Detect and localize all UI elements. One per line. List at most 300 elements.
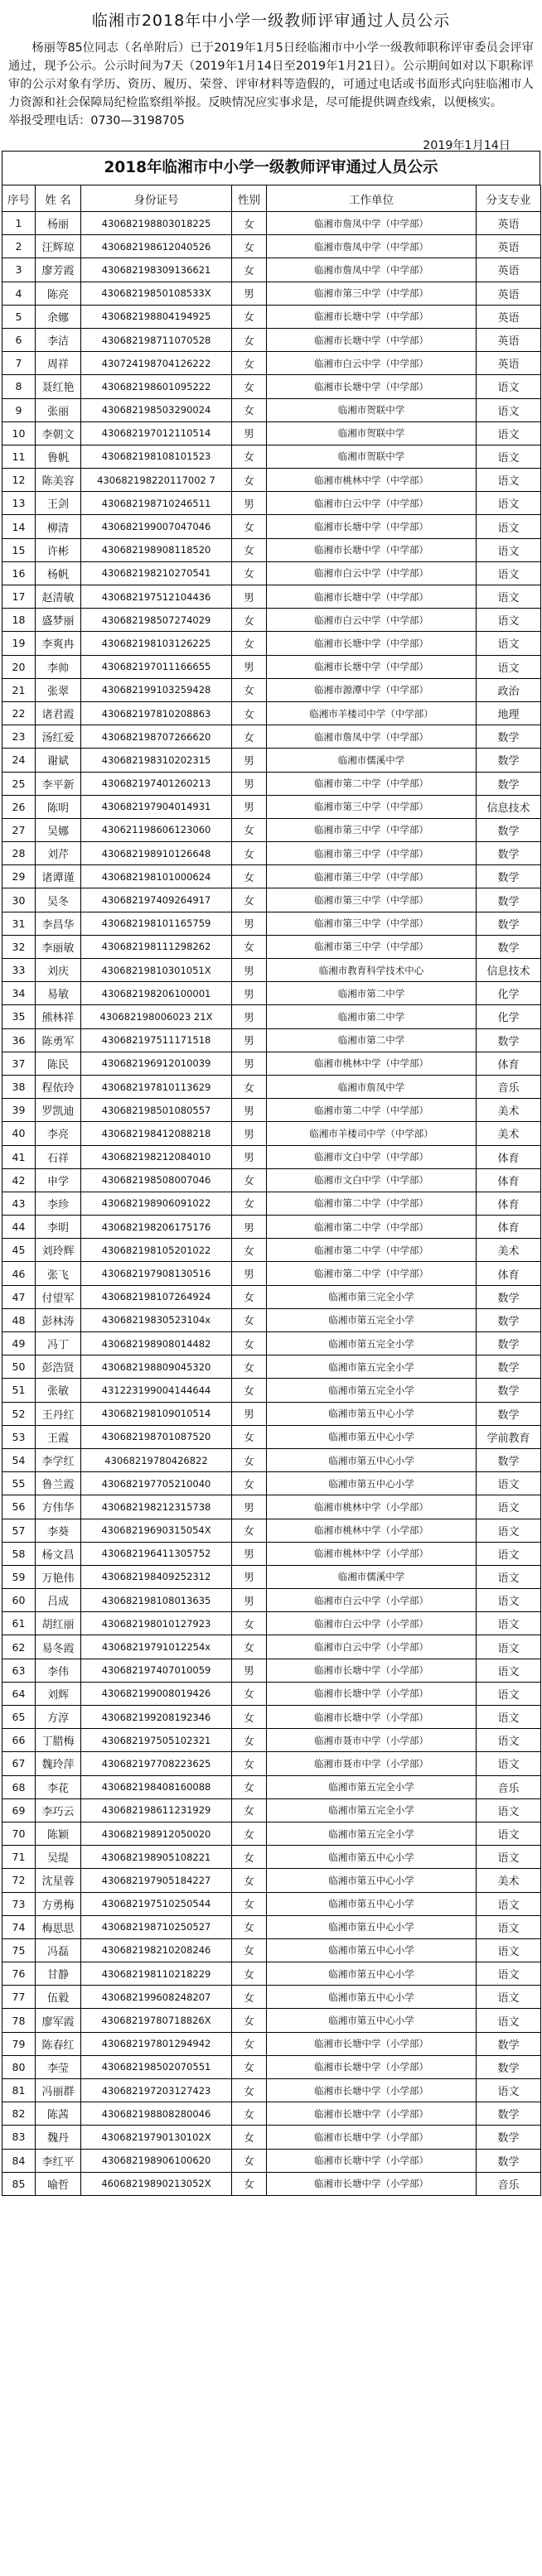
row-index: 38 (2, 1075, 36, 1098)
subject: 语文 (477, 1682, 541, 1705)
notice-date: 2019年1月14日 (423, 139, 511, 152)
subject: 语文 (477, 1706, 541, 1729)
teacher-name: 程依玲 (36, 1075, 81, 1098)
table-row (2, 1448, 541, 1471)
gender: 女 (232, 701, 267, 725)
gender: 女 (232, 235, 267, 258)
id-number: 430682197705210040 (81, 1472, 232, 1495)
teacher-name: 诸谭谨 (36, 865, 81, 888)
gender: 女 (232, 2149, 267, 2172)
teacher-name: 方勇梅 (36, 1892, 81, 1915)
gender: 女 (232, 1612, 267, 1635)
work-unit: 临湘市第五中心小学 (267, 1448, 477, 1471)
teacher-name: 方伟华 (36, 1495, 81, 1519)
row-index: 5 (2, 305, 36, 328)
work-unit: 临湘市教育科学技术中心 (267, 959, 477, 982)
teacher-name: 胡红丽 (36, 1612, 81, 1635)
subject: 数学 (477, 2055, 541, 2078)
gender: 男 (232, 1565, 267, 1588)
table-row (2, 235, 541, 258)
row-index: 37 (2, 1052, 36, 1075)
gender: 女 (232, 2009, 267, 2032)
table-row (2, 1308, 541, 1331)
teacher-name: 罗凯迪 (36, 1099, 81, 1122)
teacher-name: 杨丽 (36, 212, 81, 235)
id-number: 430682198206175176 (81, 1216, 232, 1239)
work-unit: 临湘市第二中学（中学部） (267, 1216, 477, 1239)
subject: 语文 (477, 445, 541, 468)
work-unit: 临湘市第五完全小学 (267, 1355, 477, 1379)
gender: 男 (232, 655, 267, 678)
table-row (2, 258, 541, 282)
notice-section (8, 0, 534, 155)
work-unit: 临湘市詹凤中学（中学部） (267, 258, 477, 282)
work-unit: 临湘市长塘中学（中学部） (267, 585, 477, 609)
table-row (2, 1145, 541, 1168)
col-header-unit: 工作单位 (267, 185, 477, 212)
teacher-name: 盛梦丽 (36, 609, 81, 632)
teacher-list (2, 151, 540, 2196)
id-number: 430682198707266620 (81, 725, 232, 749)
teacher-name: 张飞 (36, 1262, 81, 1285)
table-row (2, 1938, 541, 1962)
work-unit: 临湘市第五中心小学 (267, 1986, 477, 2009)
gender: 女 (232, 469, 267, 492)
table-row (2, 445, 541, 468)
table-row (2, 2172, 541, 2195)
id-number: 43068219830523104x (81, 1308, 232, 1331)
subject: 语文 (477, 398, 541, 421)
work-unit: 临湘市第三中学（中学部） (267, 282, 477, 305)
work-unit: 临湘市詹凤中学 (267, 1075, 477, 1098)
table-row (2, 1869, 541, 1892)
id-number: 430682197203127423 (81, 2079, 232, 2102)
subject: 语文 (477, 1798, 541, 1822)
subject: 语文 (477, 561, 541, 585)
table-row (2, 1706, 541, 1729)
report-phone: 举报受理电话：0730—3198705 (8, 114, 185, 128)
gender: 男 (232, 912, 267, 935)
row-index: 61 (2, 1612, 36, 1635)
id-number: 430682197012110514 (81, 421, 232, 445)
gender: 男 (232, 1005, 267, 1028)
teacher-name: 陈美容 (36, 469, 81, 492)
row-index: 26 (2, 795, 36, 818)
row-index: 85 (2, 2172, 36, 2195)
table-row (2, 1682, 541, 1705)
row-index: 14 (2, 515, 36, 538)
teacher-name: 周祥 (36, 352, 81, 375)
table-row (2, 305, 541, 328)
table-row (2, 1986, 541, 2009)
teacher-name: 丁腊梅 (36, 1729, 81, 1752)
id-number: 430682198711070528 (81, 328, 232, 351)
gender: 女 (232, 212, 267, 235)
teacher-name: 吴缇 (36, 1846, 81, 1869)
id-number: 430682198220117002 7 (81, 469, 232, 492)
subject: 政治 (477, 678, 541, 701)
subject: 语文 (477, 1495, 541, 1519)
table-row (2, 1495, 541, 1519)
row-index: 12 (2, 469, 36, 492)
notice-title: 临湘市2018年中小学一级教师评审通过人员公示 (91, 12, 451, 30)
id-number: 430682198508007046 (81, 1168, 232, 1192)
teacher-name: 刘辉 (36, 1682, 81, 1705)
gender: 女 (232, 2032, 267, 2055)
subject: 语文 (477, 1472, 541, 1495)
id-number: 430682198908118520 (81, 538, 232, 561)
subject: 语文 (477, 1729, 541, 1752)
table-row (2, 1168, 541, 1192)
gender: 男 (232, 1122, 267, 1145)
teacher-name: 廖军霞 (36, 2009, 81, 2032)
subject: 体育 (477, 1216, 541, 1239)
work-unit: 临湘市长塘中学（中学部） (267, 538, 477, 561)
id-number: 430682197512104436 (81, 585, 232, 609)
gender: 男 (232, 492, 267, 515)
teacher-name: 谢斌 (36, 749, 81, 772)
subject: 信息技术 (477, 959, 541, 982)
gender: 女 (232, 1308, 267, 1331)
row-index: 32 (2, 935, 36, 958)
subject: 语文 (477, 1846, 541, 1869)
work-unit: 临湘市第二中学 (267, 1005, 477, 1028)
id-number: 430682198808280046 (81, 2102, 232, 2126)
teacher-name: 李平新 (36, 772, 81, 795)
teacher-name: 汤红爱 (36, 725, 81, 749)
gender: 女 (232, 1239, 267, 1262)
subject: 语文 (477, 1752, 541, 1775)
gender: 女 (232, 1822, 267, 1845)
id-number: 430682197407010059 (81, 1659, 232, 1682)
table-row (2, 1519, 541, 1542)
row-index: 30 (2, 888, 36, 912)
row-index: 17 (2, 585, 36, 609)
teacher-name: 杨帆 (36, 561, 81, 585)
table-row (2, 772, 541, 795)
work-unit: 临湘市白云中学（中学部） (267, 609, 477, 632)
row-index: 76 (2, 1962, 36, 1986)
id-number: 430682198006023 21X (81, 1005, 232, 1028)
gender: 女 (232, 1448, 267, 1471)
row-index: 6 (2, 328, 36, 351)
subject: 语文 (477, 655, 541, 678)
work-unit: 临湘市长塘中学（小学部） (267, 2172, 477, 2195)
gender: 女 (232, 842, 267, 865)
id-number: 430682198501080557 (81, 1099, 232, 1122)
subject: 数学 (477, 1028, 541, 1052)
subject: 体育 (477, 1168, 541, 1192)
work-unit: 临湘市长塘中学（小学部） (267, 2079, 477, 2102)
id-number: 430682199007047046 (81, 515, 232, 538)
id-number: 430682198701087520 (81, 1425, 232, 1448)
table-row (2, 935, 541, 958)
table-row (2, 678, 541, 701)
teacher-name: 李葵 (36, 1519, 81, 1542)
subject: 数学 (477, 935, 541, 958)
id-number: 430682196912010039 (81, 1052, 232, 1075)
teacher-name: 吴娜 (36, 818, 81, 841)
table-row (2, 1822, 541, 1845)
subject: 语文 (477, 1659, 541, 1682)
row-index: 20 (2, 655, 36, 678)
row-index: 66 (2, 1729, 36, 1752)
id-number: 430682198108101523 (81, 445, 232, 468)
id-number: 430682198101000624 (81, 865, 232, 888)
row-index: 35 (2, 1005, 36, 1028)
table-row (2, 1729, 541, 1752)
id-number: 430682197904014931 (81, 795, 232, 818)
id-number: 43068219810301051X (81, 959, 232, 982)
gender: 女 (232, 935, 267, 958)
work-unit: 临湘市长塘中学（中学部） (267, 328, 477, 351)
row-index: 82 (2, 2102, 36, 2126)
teacher-name: 易冬霞 (36, 1635, 81, 1659)
row-index: 31 (2, 912, 36, 935)
row-index: 68 (2, 1775, 36, 1798)
subject: 语文 (477, 1892, 541, 1915)
subject: 数学 (477, 1308, 541, 1331)
subject: 语文 (477, 1565, 541, 1588)
subject: 英语 (477, 258, 541, 282)
subject: 体育 (477, 1145, 541, 1168)
teacher-name: 石祥 (36, 1145, 81, 1168)
gender: 女 (232, 1519, 267, 1542)
subject: 数学 (477, 1448, 541, 1471)
subject: 语文 (477, 1542, 541, 1565)
work-unit: 临湘市第五完全小学 (267, 1822, 477, 1845)
row-index: 47 (2, 1285, 36, 1308)
id-number: 43068219780426822 (81, 1448, 232, 1471)
row-index: 80 (2, 2055, 36, 2078)
subject: 数学 (477, 749, 541, 772)
id-number: 430682198408160088 (81, 1775, 232, 1798)
teacher-name: 方淳 (36, 1706, 81, 1729)
teacher-name: 甘静 (36, 1962, 81, 1986)
id-number: 430682198710250527 (81, 1915, 232, 1938)
id-number: 430682198210270541 (81, 561, 232, 585)
row-index: 36 (2, 1028, 36, 1052)
id-number: 430682198103126225 (81, 632, 232, 655)
work-unit: 临湘市第三中学（中学部） (267, 865, 477, 888)
subject: 数学 (477, 2032, 541, 2055)
table-row (2, 398, 541, 421)
row-index: 4 (2, 282, 36, 305)
table-row (2, 1052, 541, 1075)
table-row (2, 1775, 541, 1798)
teacher-name: 李洁 (36, 328, 81, 351)
table-row (2, 1075, 541, 1098)
subject: 体育 (477, 1052, 541, 1075)
id-number: 430621198606123060 (81, 818, 232, 841)
teacher-name: 彭浩贤 (36, 1355, 81, 1379)
work-unit: 临湘市桃林中学（小学部） (267, 1542, 477, 1565)
row-index: 22 (2, 701, 36, 725)
gender: 男 (232, 1028, 267, 1052)
table-row (2, 1028, 541, 1052)
gender: 女 (232, 609, 267, 632)
table-row (2, 1216, 541, 1239)
row-index: 49 (2, 1332, 36, 1355)
gender: 男 (232, 749, 267, 772)
table-row (2, 585, 541, 609)
table-row (2, 1379, 541, 1402)
table-row (2, 865, 541, 888)
subject: 英语 (477, 282, 541, 305)
work-unit: 临湘市第二中学（中学部） (267, 1099, 477, 1122)
table-row (2, 2079, 541, 2102)
id-number: 430682197401260213 (81, 772, 232, 795)
teacher-name: 李花 (36, 1775, 81, 1798)
subject: 数学 (477, 2149, 541, 2172)
gender: 男 (232, 1262, 267, 1285)
work-unit: 临湘市白云中学（小学部） (267, 1635, 477, 1659)
row-index: 54 (2, 1448, 36, 1471)
row-index: 83 (2, 2126, 36, 2149)
subject: 英语 (477, 328, 541, 351)
id-number: 430682198910126648 (81, 842, 232, 865)
row-index: 2 (2, 235, 36, 258)
work-unit: 临湘市聂市中学（小学部） (267, 1752, 477, 1775)
id-number: 430724198704126222 (81, 352, 232, 375)
gender: 女 (232, 2102, 267, 2126)
teacher-name: 万艳伟 (36, 1565, 81, 1588)
table-row (2, 2032, 541, 2055)
teacher-name: 易敏 (36, 982, 81, 1005)
teacher-name: 刘芹 (36, 842, 81, 865)
work-unit: 临湘市第二中学（中学部） (267, 1192, 477, 1215)
table-row (2, 1892, 541, 1915)
id-number: 430682197510250544 (81, 1892, 232, 1915)
id-number: 430682198101165759 (81, 912, 232, 935)
table-row (2, 212, 541, 235)
table-row (2, 1425, 541, 1448)
row-index: 8 (2, 375, 36, 398)
table-row (2, 1846, 541, 1869)
table-row (2, 1332, 541, 1355)
table-row (2, 655, 541, 678)
id-number: 430682197801294942 (81, 2032, 232, 2055)
id-number: 430682198409252312 (81, 1565, 232, 1588)
work-unit: 临湘市羊楼司中学（中学部） (267, 701, 477, 725)
table-header-row (2, 185, 541, 212)
row-index: 33 (2, 959, 36, 982)
work-unit: 临湘市第二中学 (267, 1028, 477, 1052)
subject: 语文 (477, 1962, 541, 1986)
id-number: 430682198109010514 (81, 1402, 232, 1425)
id-number: 430682198502070551 (81, 2055, 232, 2078)
id-number: 430682198503290024 (81, 398, 232, 421)
subject: 数学 (477, 842, 541, 865)
gender: 男 (232, 585, 267, 609)
gender: 女 (232, 1986, 267, 2009)
gender: 女 (232, 888, 267, 912)
subject: 数学 (477, 865, 541, 888)
teacher-name: 陈颖 (36, 1822, 81, 1845)
teacher-name: 陈勇军 (36, 1028, 81, 1052)
gender: 女 (232, 678, 267, 701)
gender: 女 (232, 1472, 267, 1495)
teacher-name: 李帅 (36, 655, 81, 678)
id-number: 430682198108013635 (81, 1589, 232, 1612)
gender: 女 (232, 1192, 267, 1215)
id-number: 430682197511171518 (81, 1028, 232, 1052)
id-number: 430682198912050020 (81, 1822, 232, 1845)
teacher-name: 李明 (36, 1216, 81, 1239)
teacher-name: 魏丹 (36, 2126, 81, 2149)
table-row (2, 749, 541, 772)
subject: 美术 (477, 1239, 541, 1262)
id-number: 430682198210208246 (81, 1938, 232, 1962)
teacher-name: 廖芳霞 (36, 258, 81, 282)
col-header-gender: 性别 (232, 185, 267, 212)
row-index: 41 (2, 1145, 36, 1168)
teacher-name: 余娜 (36, 305, 81, 328)
gender: 女 (232, 328, 267, 351)
subject: 音乐 (477, 1775, 541, 1798)
row-index: 56 (2, 1495, 36, 1519)
teacher-name: 魏玲萍 (36, 1752, 81, 1775)
gender: 女 (232, 1752, 267, 1775)
table-row (2, 1472, 541, 1495)
subject: 英语 (477, 305, 541, 328)
id-number: 430682197810113629 (81, 1075, 232, 1098)
work-unit: 临湘市长塘中学（中学部） (267, 375, 477, 398)
gender: 男 (232, 1495, 267, 1519)
teacher-name: 李丽敏 (36, 935, 81, 958)
gender: 女 (232, 2172, 267, 2195)
table-row (2, 1122, 541, 1145)
id-number: 430682199103259428 (81, 678, 232, 701)
row-index: 58 (2, 1542, 36, 1565)
teacher-name: 张丽 (36, 398, 81, 421)
teacher-name: 陈明 (36, 795, 81, 818)
table-row (2, 1239, 541, 1262)
work-unit: 临湘市第五完全小学 (267, 1379, 477, 1402)
gender: 女 (232, 1635, 267, 1659)
subject: 数学 (477, 1285, 541, 1308)
teacher-name: 冯丽群 (36, 2079, 81, 2102)
subject: 音乐 (477, 2172, 541, 2195)
gender: 女 (232, 561, 267, 585)
work-unit: 临湘市长塘中学（中学部） (267, 632, 477, 655)
gender: 女 (232, 1168, 267, 1192)
work-unit: 临湘市白云中学（中学部） (267, 352, 477, 375)
table-row (2, 561, 541, 585)
gender: 男 (232, 1402, 267, 1425)
teacher-name: 王霞 (36, 1425, 81, 1448)
work-unit: 临湘市詹凤中学（中学部） (267, 212, 477, 235)
row-index: 34 (2, 982, 36, 1005)
table-row (2, 2102, 541, 2126)
id-number: 430682198612040526 (81, 235, 232, 258)
table-row (2, 1005, 541, 1028)
teacher-name: 李红平 (36, 2149, 81, 2172)
gender: 女 (232, 818, 267, 841)
row-index: 73 (2, 1892, 36, 1915)
subject: 数学 (477, 912, 541, 935)
row-index: 74 (2, 1915, 36, 1938)
work-unit: 临湘市第五中心小学 (267, 1425, 477, 1448)
id-number: 430682196411305752 (81, 1542, 232, 1565)
subject: 语文 (477, 421, 541, 445)
row-index: 44 (2, 1216, 36, 1239)
id-number: 43068219690315054X (81, 1519, 232, 1542)
table-title: 2018年临湘市中小学一级教师评审通过人员公示 (2, 151, 540, 185)
table-row (2, 1192, 541, 1215)
work-unit: 临湘市第二中学（中学部） (267, 772, 477, 795)
gender: 男 (232, 1659, 267, 1682)
